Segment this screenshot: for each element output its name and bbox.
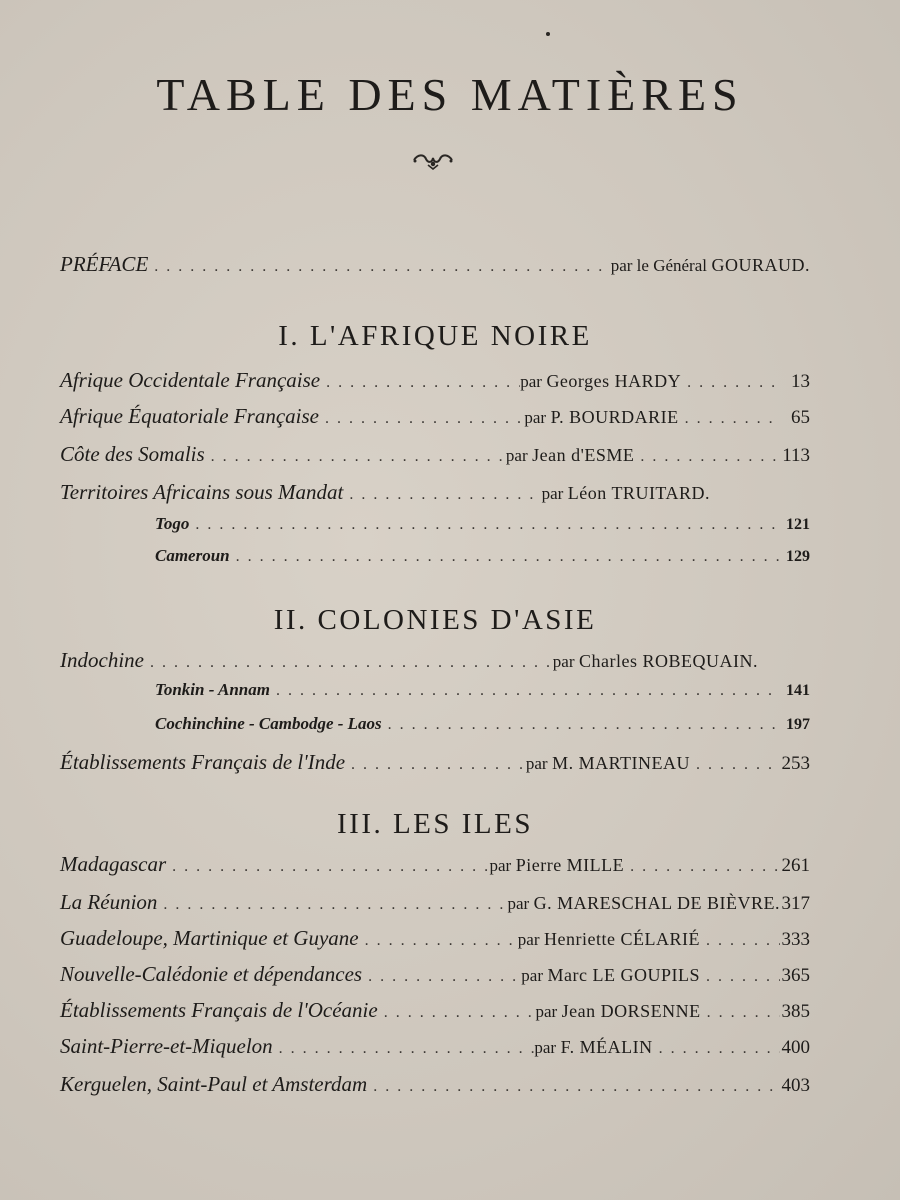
page-number: 403 [781,1075,810,1096]
entry-title: Côte des Somalis [60,442,205,466]
entry-author [489,855,624,876]
page-number: 197 [786,716,810,733]
entry-author [542,483,810,504]
author-name: Henriette CÉLARIÉ [544,929,700,949]
page-number: 253 [781,753,810,774]
dot-leader [320,374,520,392]
entry-title: La Réunion [60,890,158,914]
dot-leader [345,756,526,774]
dot-leader [382,716,780,734]
author-prefix: par [520,372,542,391]
author-name: Jean d'ESME [532,445,635,465]
entry-title: Établissements Français de l'Inde [60,750,346,774]
dot-leader [624,858,780,876]
page-number: 129 [786,548,810,565]
entry-title: Cochinchine - Cambodge - Laos [155,714,382,733]
page-title: TABLE DES MATIÈRES [156,69,744,120]
author-prefix: par [552,652,575,671]
entry-title: Établissements Français de l'Océanie [60,998,378,1022]
entry-title: Afrique Équatoriale Française [60,404,319,428]
dot-leader [157,896,507,914]
dot-leader [681,374,780,392]
author-name: G. MARESCHAL DE BIÈVRE. [533,893,780,913]
section-heading-asie: II. COLONIES D'ASIE [273,604,597,636]
entry-title: Guadeloupe, Martinique et Guyane [60,926,359,950]
author-prefix: par [489,856,512,875]
toc-entry [60,750,810,780]
author-name: Marc LE GOUPILS [547,965,700,985]
author-name: GOURAUD. [711,255,810,275]
toc-entry [60,890,810,920]
entry-title: Kerguelen, Saint-Paul et Amsterdam [60,1072,368,1096]
author-name: Pierre MILLE [515,855,625,875]
toc-entry [60,962,810,992]
entry-title: Nouvelle-Calédonie et dépendances [60,962,363,986]
entry-author [521,965,700,986]
author-prefix: par le Général [610,256,707,275]
entry-author [553,651,810,672]
author-name: F. MÉALIN [560,1037,653,1057]
entry-author [518,929,700,950]
entry-author [524,407,678,428]
entry-title: Madagascar [60,852,167,876]
toc-entry [60,852,810,882]
entry-author [526,753,690,774]
entry-author [506,445,634,466]
dot-leader [367,1078,780,1096]
dot-leader [679,410,780,428]
entry-author [535,1001,700,1022]
entry-title: Indochine [60,648,144,672]
author-prefix: par [517,930,540,949]
dot-leader [273,1040,535,1058]
dot-leader [634,448,780,466]
entry-author [507,893,780,914]
toc-entry [60,1034,810,1064]
dot-leader [378,1004,536,1022]
dot-leader [362,968,521,986]
page-number: 113 [782,445,810,466]
page-number: 141 [786,682,810,699]
toc-entry [60,480,810,510]
page-number: 13 [791,371,810,392]
section-heading-iles: III. LES ILES [337,808,533,840]
dot-leader [690,756,780,774]
dot-leader [359,932,518,950]
dot-leader [701,1004,780,1022]
author-prefix: par [507,894,530,913]
fleuron-ornament-icon [410,150,456,170]
entry-author [520,371,681,392]
page-number: 317 [781,893,810,914]
toc-entry-preface [60,252,810,282]
dot-leader [144,654,553,672]
author-prefix: par [524,408,547,427]
author-prefix: par [534,1038,557,1057]
entry-title: Territoires Africains sous Mandat [60,480,344,504]
toc-subentry [155,680,810,710]
author-name: M. MARTINEAU [552,753,690,773]
dot-leader [148,258,610,276]
ink-dot [546,32,550,36]
dot-leader [319,410,524,428]
toc-entry [60,1072,810,1102]
entry-author [534,1037,652,1058]
section-heading-afrique: I. L'AFRIQUE NOIRE [278,320,592,352]
entry-author [611,255,810,276]
toc-subentry [155,514,810,544]
page-number: 65 [791,407,810,428]
toc-entry [60,442,810,472]
page-number: 333 [781,929,810,950]
page-number: 365 [781,965,810,986]
toc-entry [60,998,810,1028]
dot-leader [700,968,780,986]
toc-entry [60,368,810,398]
author-prefix: par [541,484,564,503]
dot-leader [343,486,541,504]
author-name: P. BOURDARIE [550,407,679,427]
page-number: 400 [781,1037,810,1058]
dot-leader [700,932,780,950]
entry-title: Togo [155,514,190,533]
author-name: Jean DORSENNE [561,1001,701,1021]
author-name: Georges HARDY [546,371,682,391]
author-name: Charles ROBEQUAIN. [579,651,758,671]
dot-leader [270,682,780,700]
entry-title: Saint-Pierre-et-Miquelon [60,1034,273,1058]
entry-title: Cameroun [155,546,230,565]
toc-entry [60,648,810,678]
toc-entry [60,926,810,956]
entry-title: PRÉFACE [60,252,149,276]
author-prefix: par [521,966,543,985]
entry-title: Tonkin - Annam [155,680,270,699]
page-number: 261 [781,855,810,876]
dot-leader [189,516,780,534]
author-prefix: par [535,1002,558,1021]
dot-leader [205,448,506,466]
dot-leader [166,858,489,876]
page-number: 121 [786,516,810,533]
author-name: Léon TRUITARD. [567,483,710,503]
toc-subentry [155,714,810,744]
author-prefix: par [525,754,548,773]
dot-leader [653,1040,780,1058]
entry-title: Afrique Occidentale Française [60,368,321,392]
toc-subentry [155,546,810,576]
toc-entry [60,404,810,434]
page-number: 385 [781,1001,810,1022]
author-prefix: par [505,446,528,465]
dot-leader [230,548,780,566]
